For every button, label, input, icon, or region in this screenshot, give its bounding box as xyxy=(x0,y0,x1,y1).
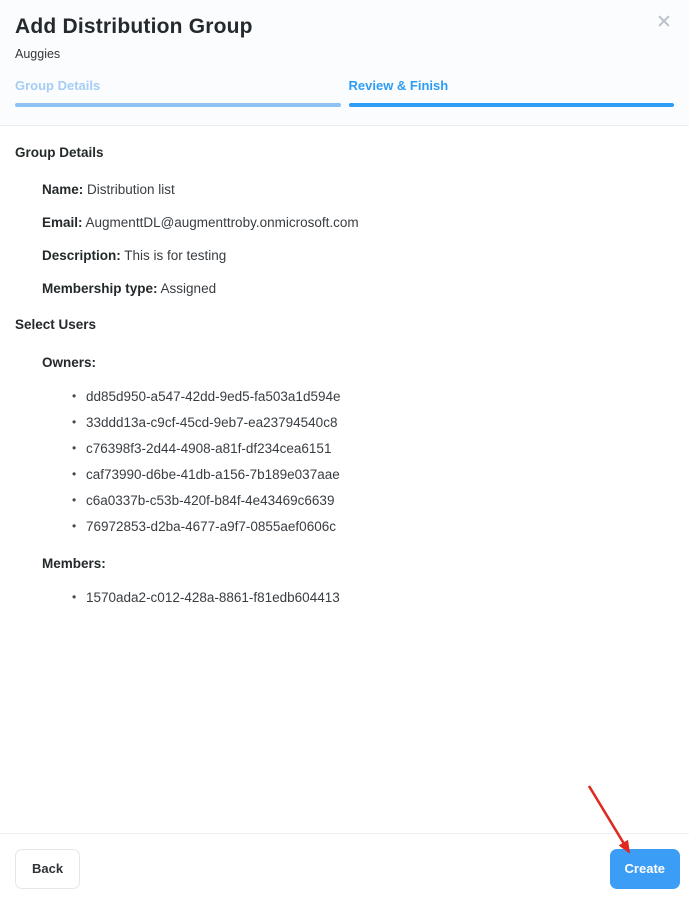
step-group-details-bar xyxy=(15,103,341,107)
select-users-heading: Select Users xyxy=(15,317,97,332)
create-button[interactable]: Create xyxy=(610,849,680,889)
modal-footer xyxy=(0,833,689,903)
close-icon[interactable]: ✕ xyxy=(653,12,675,34)
step-group-details-label: Group Details xyxy=(15,78,101,93)
owner-guid: • c76398f3-2d44-4908-a81f-df234cea6151 xyxy=(72,442,674,455)
field-membership-type-label: Membership type: xyxy=(42,281,158,296)
step-review-finish[interactable] xyxy=(349,78,675,107)
modal-header xyxy=(0,0,689,126)
field-name-value: Distribution list xyxy=(87,182,175,197)
step-review-finish-label: Review & Finish xyxy=(348,78,449,93)
step-review-finish-bar xyxy=(349,103,675,107)
member-guid: • 1570ada2-c012-428a-8861-f81edb604413 xyxy=(72,591,674,604)
owners-list xyxy=(72,390,674,533)
group-details-heading: Group Details xyxy=(15,145,104,160)
field-email-label: Email: xyxy=(42,215,83,230)
back-button[interactable]: Back xyxy=(15,849,80,889)
field-description-value: This is for testing xyxy=(124,248,227,263)
owner-guid: • caf73990-d6be-41db-a156-7b189e037aae xyxy=(72,468,674,481)
field-membership-type-value: Assigned xyxy=(160,281,217,296)
field-membership-type xyxy=(42,282,674,296)
owner-guid: • 76972853-d2ba-4677-a9f7-0855aef0606c xyxy=(72,520,674,533)
tenant-name: Auggies xyxy=(15,47,61,61)
owner-guid: • 33ddd13a-c9cf-45cd-9eb7-ea23794540c8 xyxy=(72,416,674,429)
field-name xyxy=(42,183,674,197)
members-list xyxy=(72,591,674,604)
owners-label: Owners: xyxy=(42,355,97,370)
wizard-steps xyxy=(15,78,674,107)
members-label: Members: xyxy=(42,556,106,571)
step-group-details[interactable] xyxy=(15,78,341,107)
field-email xyxy=(42,216,674,230)
field-name-label: Name: xyxy=(42,182,84,197)
owner-guid: • c6a0337b-c53b-420f-b84f-4e43469c6639 xyxy=(72,494,674,507)
review-summary xyxy=(0,126,689,604)
field-description-label: Description: xyxy=(42,248,121,263)
owner-guid: • dd85d950-a547-42dd-9ed5-fa503a1d594e xyxy=(72,390,674,403)
group-details-fields xyxy=(42,183,674,296)
field-email-value: AugmenttDL@augmenttroby.onmicrosoft.com xyxy=(85,215,359,230)
field-description xyxy=(42,249,674,263)
page-title: Add Distribution Group xyxy=(15,15,253,38)
